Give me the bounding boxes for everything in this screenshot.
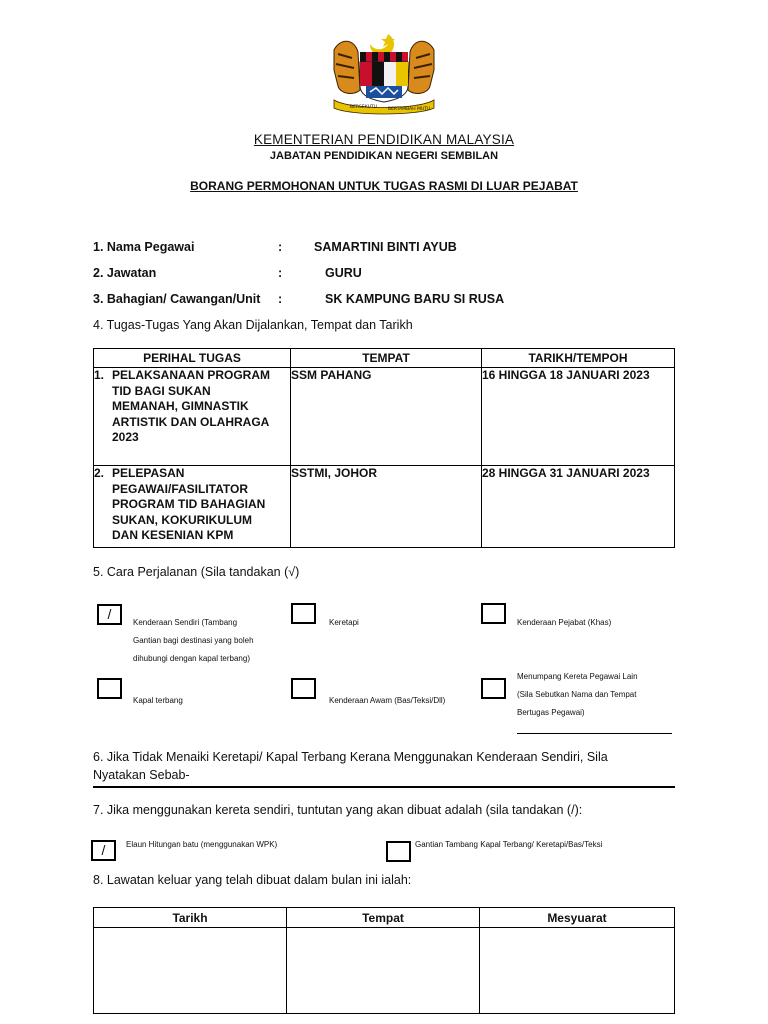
visits-cell[interactable]: [480, 928, 675, 1014]
crest-motto-right: BERTAMBAH MUTU: [388, 107, 431, 112]
visits-header-date: Tarikh: [94, 908, 287, 928]
option-office-vehicle-label: Kenderaan Pejabat (Khas): [517, 618, 612, 627]
checkbox-train[interactable]: [291, 603, 316, 624]
tasks-header-place: TEMPAT: [291, 349, 482, 368]
q5-label: 5. Cara Perjalanan (Sila tandakan (√): [93, 565, 300, 579]
checkbox-ride-along[interactable]: [481, 678, 506, 699]
field-position-value: GURU: [325, 266, 362, 280]
visits-header-meeting: Mesyuarat: [480, 908, 675, 928]
table-row: [94, 466, 675, 548]
visits-table: [93, 907, 675, 1014]
tasks-header-task: PERIHAL TUGAS: [94, 349, 291, 368]
q6-line1: 6. Jika Tidak Menaiki Keretapi/ Kapal Terbang Kerana Menggunakan Kenderaan Sendiri, Sila: [93, 750, 608, 764]
field-name-label: 1. Nama Pegawai: [93, 240, 195, 254]
checkbox-office-vehicle[interactable]: [481, 603, 506, 624]
option-mileage-allowance-label: Elaun Hitungan batu (menggunakan WPK): [126, 840, 278, 849]
task-number: 2.: [94, 466, 105, 480]
field-unit-colon: :: [278, 292, 283, 306]
option-own-vehicle-label: [133, 614, 254, 668]
checkbox-airplane[interactable]: [97, 678, 122, 699]
task-text: PELEPASAN PEGAWAI/FASILITATOR PROGRAM TID BAHAGIAN SUKAN, KOKURIKULUM DAN KESENIAN KPM: [112, 466, 266, 542]
option-public-transport-label: Kenderaan Awam (Bas/Teksi/Dll): [329, 696, 446, 705]
visits-header-place: Tempat: [287, 908, 480, 928]
tasks-header-date: TARIKH/TEMPOH: [482, 349, 675, 368]
task-cell: [94, 368, 291, 466]
ride-along-fill-line[interactable]: [517, 733, 672, 734]
malaysia-coat-of-arms-icon: [330, 30, 438, 116]
date-cell: 28 HINGGA 31 JANUARI 2023: [482, 466, 675, 548]
q6-answer-line[interactable]: [93, 786, 675, 788]
option-line: dihubungi dengan kapal terbang): [133, 654, 250, 663]
field-position-label: 2. Jawatan: [93, 266, 157, 280]
option-train-label: Keretapi: [329, 618, 359, 627]
date-cell: 16 HINGGA 18 JANUARI 2023: [482, 368, 675, 466]
ministry-title: KEMENTERIAN PENDIDIKAN MALAYSIA: [253, 132, 515, 147]
option-airplane-label: Kapal terbang: [133, 696, 183, 705]
field-unit-label: 3. Bahagian/ Cawangan/Unit: [93, 292, 261, 306]
q7-label: 7. Jika menggunakan kereta sendiri, tuntutan yang akan dibuat adalah (sila tandakan (/):: [93, 803, 583, 817]
option-line: Bertugas Pegawai): [517, 708, 585, 717]
task-text: PELAKSANAAN PROGRAM TID BAGI SUKAN MEMANAH, GIMNASTIK ARTISTIK DAN OLAHRAGA 2023: [112, 368, 271, 444]
place-cell: SSTMI, JOHOR: [291, 466, 482, 548]
visits-cell[interactable]: [94, 928, 287, 1014]
table-row: [94, 928, 675, 1014]
option-line: Menumpang Kereta Pegawai Lain: [517, 672, 638, 681]
field-position-colon: :: [278, 266, 283, 280]
option-fare-replacement-label: Gantian Tambang Kapal Terbang/ Keretapi/Bas/Teksi: [415, 840, 603, 849]
checkbox-public-transport[interactable]: [291, 678, 316, 699]
q4-label: 4. Tugas-Tugas Yang Akan Dijalankan, Tempat dan Tarikh: [93, 318, 413, 332]
q6-line2: Nyatakan Sebab-: [93, 768, 190, 782]
task-cell: [94, 466, 291, 548]
checkbox-mileage-allowance[interactable]: /: [91, 840, 116, 861]
option-ride-along-label: [517, 668, 638, 722]
visits-cell[interactable]: [287, 928, 480, 1014]
field-name-value: SAMARTINI BINTI AYUB: [314, 240, 457, 254]
checkbox-fare-replacement[interactable]: [386, 841, 411, 862]
task-number: 1.: [94, 368, 105, 382]
option-line: (Sila Sebutkan Nama dan Tempat: [517, 690, 637, 699]
place-cell: SSM PAHANG: [291, 368, 482, 466]
form-title: BORANG PERMOHONAN UNTUK TUGAS RASMI DI LUAR PEJABAT: [190, 179, 578, 193]
crest-motto-left: BERSEKUTU: [350, 105, 377, 110]
department-title: JABATAN PENDIDIKAN NEGERI SEMBILAN: [269, 150, 499, 162]
checkbox-own-vehicle[interactable]: /: [97, 604, 122, 625]
table-row: [94, 368, 675, 466]
tasks-table: [93, 348, 675, 548]
q8-label: 8. Lawatan keluar yang telah dibuat dalam bulan ini ialah:: [93, 873, 412, 887]
field-name-colon: :: [278, 240, 283, 254]
field-unit-value: SK KAMPUNG BARU SI RUSA: [325, 292, 505, 306]
option-line: Gantian bagi destinasi yang boleh: [133, 636, 254, 645]
option-line: Kenderaan Sendiri (Tambang: [133, 618, 238, 627]
